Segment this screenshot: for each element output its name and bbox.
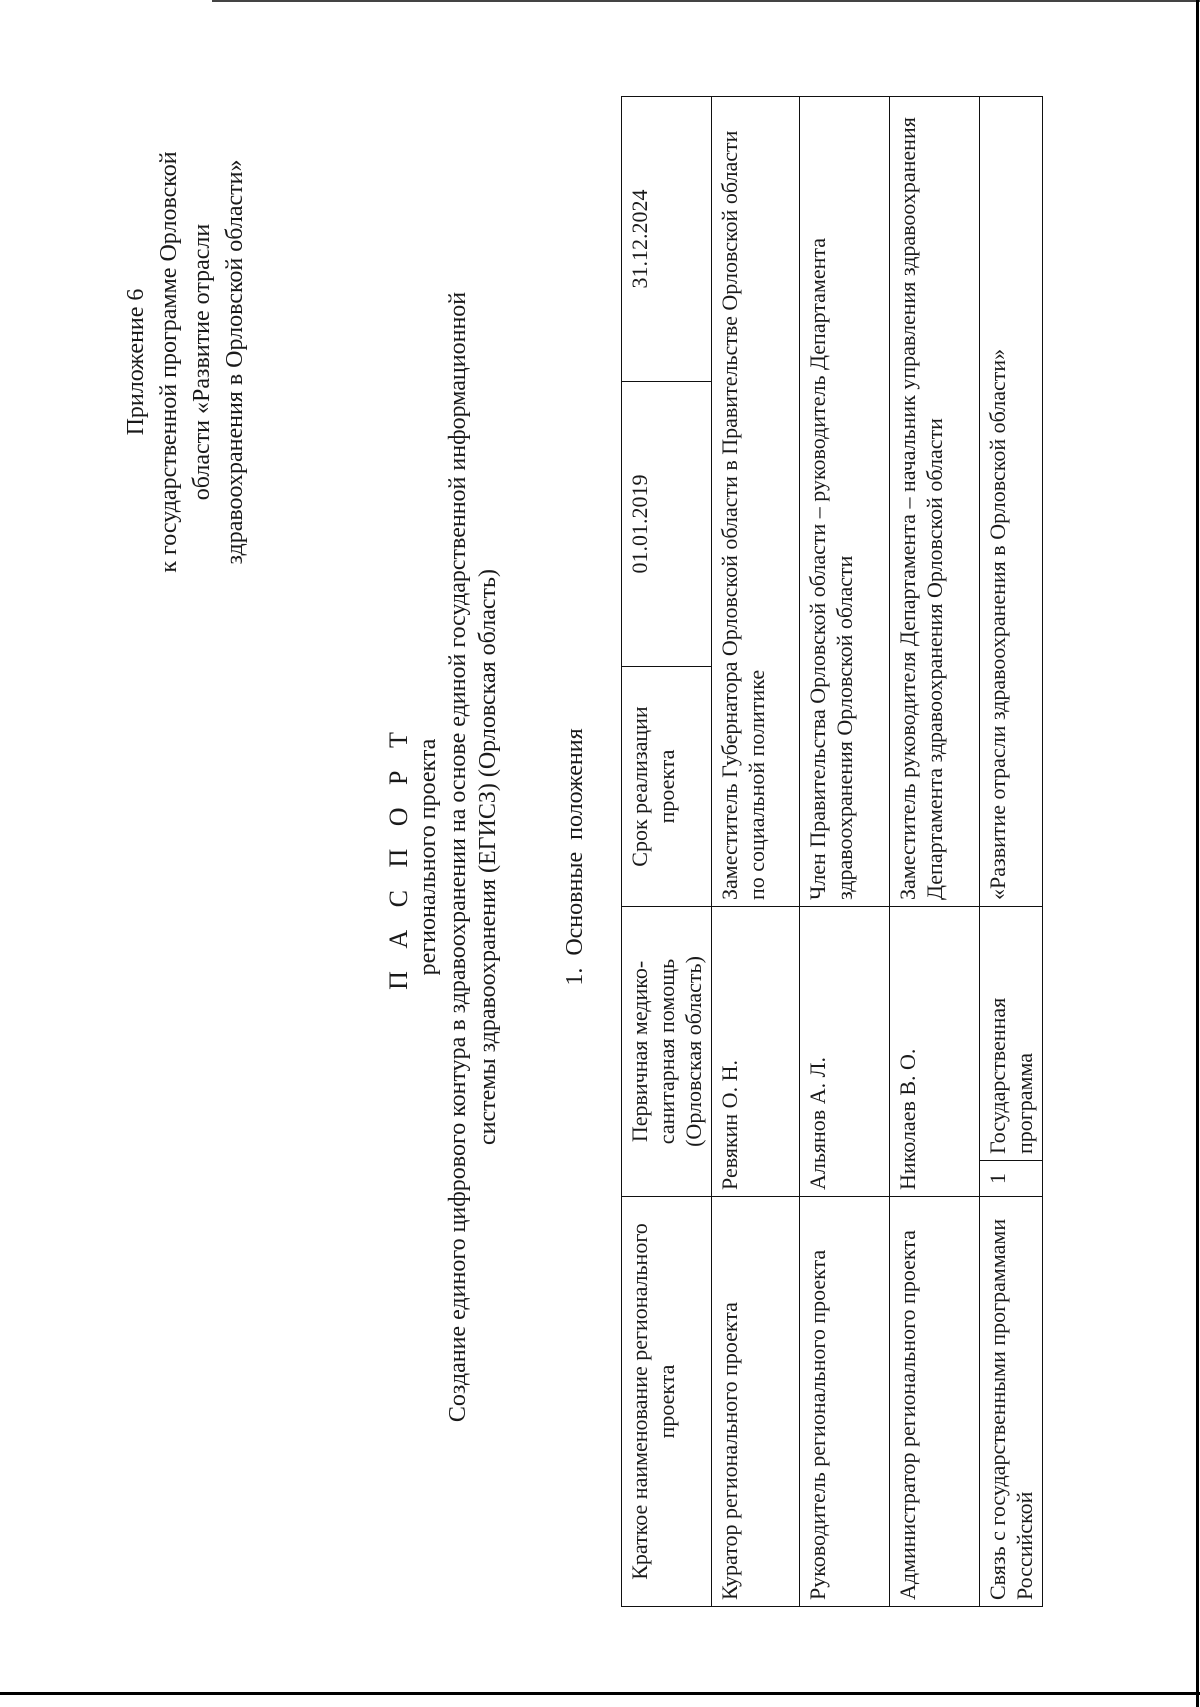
short-name-value: Первичная медико-санитарная помощь (Орловская область) — [622, 906, 712, 1196]
document-title: П А С П О Р Т — [384, 724, 413, 990]
row-position: Заместитель руководителя Департамента – начальник управления здравоохранения Департамента здравоохранения Орловской области — [890, 96, 980, 906]
document-subtitle: регионального проекта — [415, 738, 441, 976]
table-row — [800, 96, 890, 1606]
project-name-line: Создание единого цифрового контура в здравоохранении на основе единой государственной информационной — [445, 291, 471, 1423]
appendix-line: области «Развитие отрасли — [189, 223, 215, 501]
table-row — [622, 96, 712, 1606]
row-person: Ревякин О. Н. — [712, 906, 800, 1196]
passport-table — [621, 96, 1043, 1607]
table-row — [980, 96, 1043, 1606]
short-name-label: Краткое наименование регионального проекта — [622, 1196, 712, 1606]
project-name-line: системы здравоохранения (ЕГИСЗ) (Орловская область) — [475, 569, 501, 1145]
row-label: Куратор регионального проекта — [712, 1196, 800, 1606]
link-program-name: «Развитие отрасли здравоохранения в Орловской области» — [980, 96, 1043, 906]
appendix-number: Приложение 6 — [123, 288, 149, 436]
row-person: Николаев В. О. — [890, 906, 980, 1196]
appendix-line: к государственной программе Орловской — [156, 151, 182, 573]
appendix-note — [120, 32, 252, 692]
link-label: Связь с государственными программами Российской — [980, 1196, 1043, 1606]
project-full-name — [443, 207, 503, 1507]
row-position: Член Правительства Орловской области – руководитель Департамента здравоохранения Орловской области — [800, 96, 890, 906]
row-label: Администратор регионального проекта — [890, 1196, 980, 1606]
table-row — [890, 96, 980, 1606]
row-label: Руководитель регионального проекта — [800, 1196, 890, 1606]
period-label: Срок реализации проекта — [622, 666, 712, 906]
link-program-type: Государственная программа — [980, 906, 1043, 1160]
row-person: Альянов А. Л. — [800, 906, 890, 1196]
link-number: 1 — [980, 1160, 1043, 1196]
period-start: 01.01.2019 — [622, 381, 712, 666]
row-position: Заместитель Губернатора Орловской области в Правительстве Орловской области по социальной политике — [712, 96, 800, 906]
appendix-line: здравоохранения в Орловской области» — [222, 159, 248, 565]
table-row — [712, 96, 800, 1606]
period-end: 31.12.2024 — [622, 96, 712, 381]
section-title: 1. Основные положения — [562, 728, 588, 986]
